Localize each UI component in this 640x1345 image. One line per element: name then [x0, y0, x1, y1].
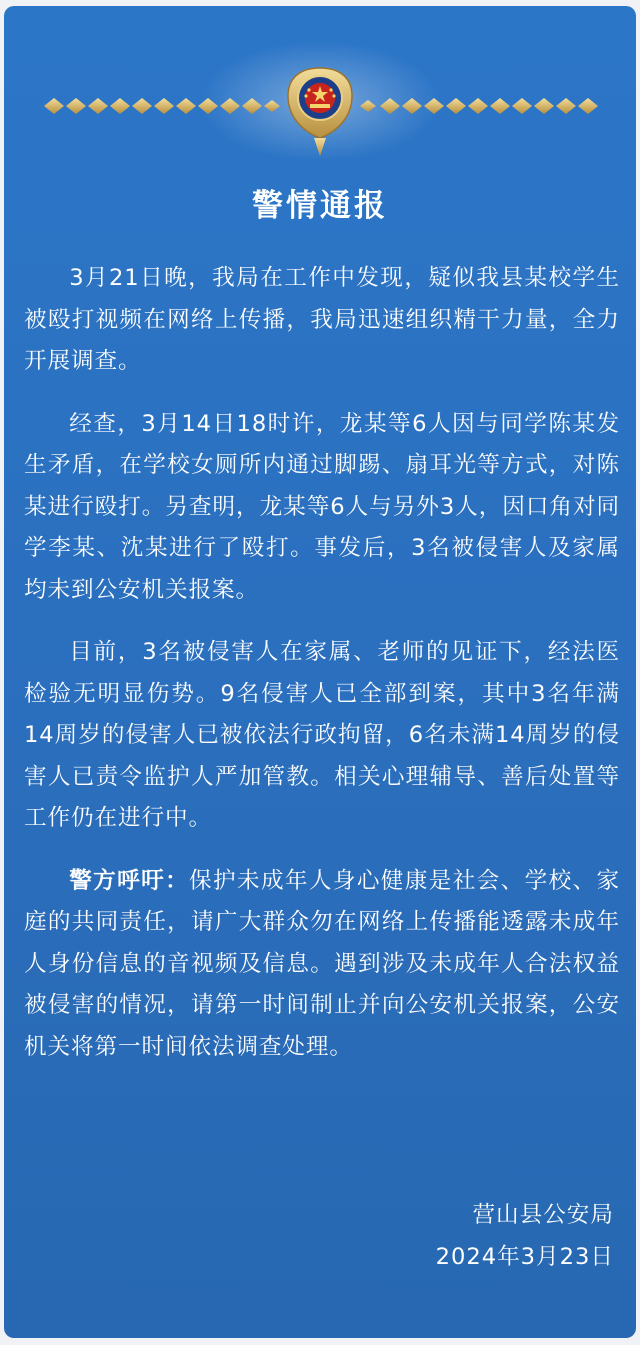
paragraph-text: 3月21日晚，我局在工作中发现，疑似我县某校学生被殴打视频在网络上传播，我局迅速组织精干力量，全力开展调查。: [24, 265, 620, 374]
paragraph-1: [24, 258, 620, 383]
paragraph-2: [24, 404, 620, 612]
appeal-lead: 警方呼吁：: [69, 867, 190, 894]
signature-block: [436, 1194, 614, 1278]
notice-panel: [4, 6, 636, 1338]
notice-title: 警情通报: [252, 188, 388, 224]
paragraph-text: 目前，3名被侵害人在家属、老师的见证下，经法医检验无明显伤势。9名侵害人已全部到案，其中3名年满14周岁的侵害人已被依法行政拘留，6名未满14周岁的侵害人已责令监护人严加管教。相关心理辅导、善后处置等工作仍在进行中。: [24, 639, 620, 831]
issue-date: 2024年3月23日: [435, 1244, 614, 1270]
emblem-header: [4, 6, 636, 176]
paragraph-text: 保护未成年人身心健康是社会、学校、家庭的共同责任，请广大群众勿在网络上传播能透露未成年人身份信息的音视频及信息。遇到涉及未成年人合法权益被侵害的情况，请第一时间制止并向公安机关报案，公安机关将第一时间依法调查处理。: [24, 867, 621, 1060]
issuer-name: 营山县公安局: [472, 1202, 614, 1228]
paragraph-4: [24, 861, 620, 1069]
notice-body: [24, 258, 620, 1089]
emblem-ornament: [4, 6, 636, 176]
paragraph-3: [24, 632, 620, 840]
paragraph-text: 经查，3月14日18时许，龙某等6人因与同学陈某发生矛盾，在学校女厕所内通过脚踢、扇耳光等方式，对陈某进行殴打。另查明，龙某等6人与另外3人，因口角对同学李某、沈某进行了殴打。事发后，3名被侵害人及家属均未到公安机关报案。: [24, 410, 620, 603]
